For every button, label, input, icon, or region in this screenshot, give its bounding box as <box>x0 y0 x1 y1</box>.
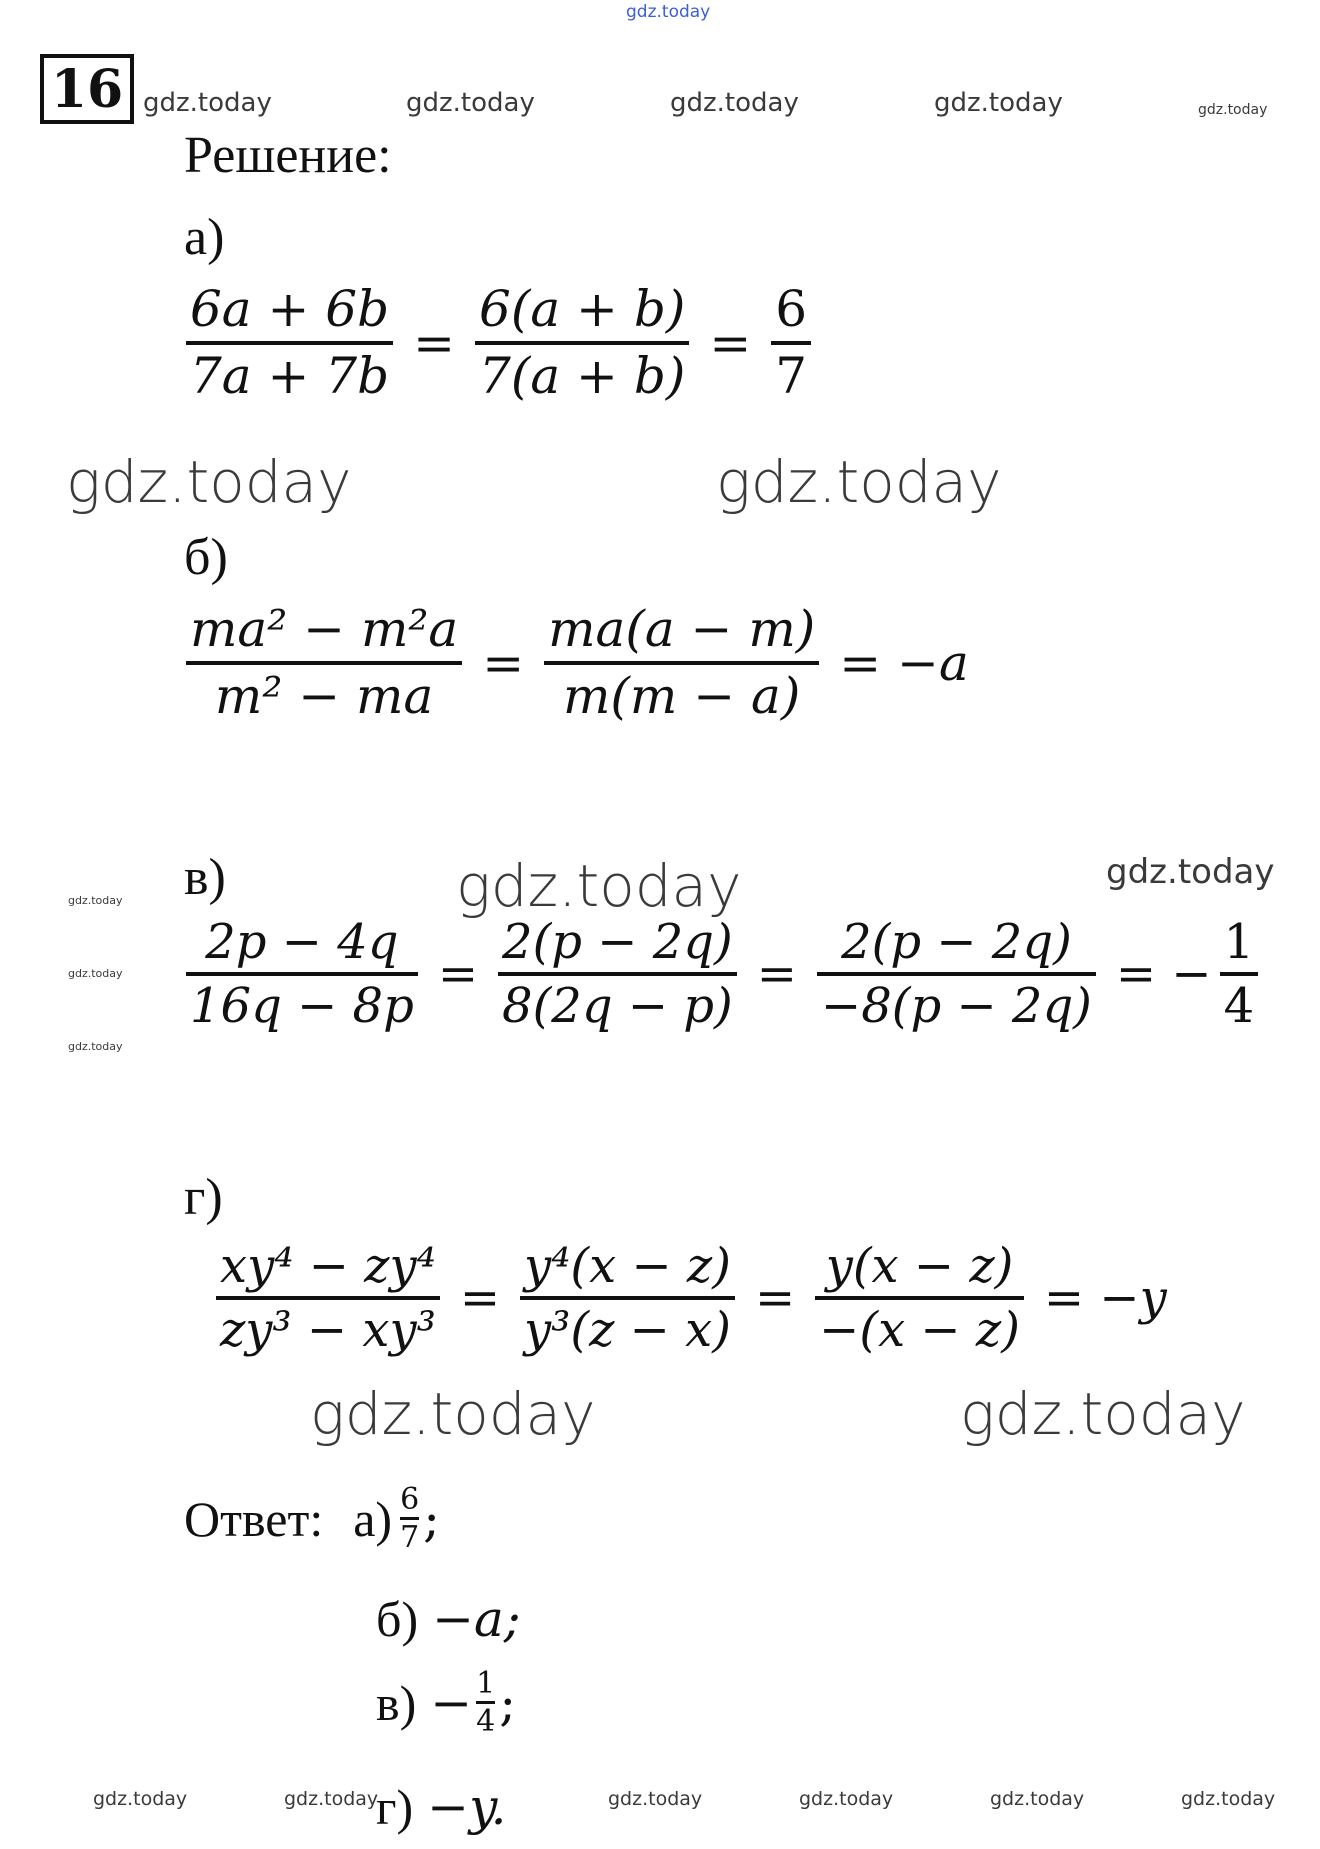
fraction: $\frac{2(p - 2q)}{8(2q - p)}$ <box>498 912 737 1036</box>
watermark: gdz.today <box>284 1788 379 1810</box>
watermark: gdz.today <box>68 894 123 907</box>
watermark: gdz.today <box>1181 1788 1276 1810</box>
fraction: $\frac{6}{7}$ <box>771 278 811 407</box>
watermark: gdz.today <box>990 1788 1085 1810</box>
watermark: gdz.today <box>608 1788 703 1810</box>
watermark: gdz.today <box>68 1040 123 1053</box>
part-v-label: в) <box>184 849 226 906</box>
fraction: $\frac{1}{4}$ <box>1220 912 1259 1036</box>
watermark: gdz.today <box>310 1380 596 1448</box>
fraction: $\frac{\text{xy⁴ − zy⁴}}{\text{zy³ − xy³}}$ <box>216 1236 440 1360</box>
fraction: 6 7 <box>400 1482 420 1555</box>
answer-a: Ответ: а) 6 7 ; <box>184 1482 441 1555</box>
part-g-equation: $\frac{\text{xy⁴ − zy⁴}}{\text{zy³ − xy³}}$ = $\frac{\text{y⁴(x − z)}}{\text{y³(z − x)}}$ = $\frac{y(x - z)}{-(x - z)}$ = −y <box>210 1236 1181 1360</box>
watermark: gdz.today <box>1106 852 1275 892</box>
fraction: $\frac{y(x - z)}{-(x - z)}$ <box>815 1236 1024 1360</box>
fraction: $\frac{\text{y⁴(x − z)}}{\text{y³(z − x)}}$ <box>520 1236 735 1360</box>
answer-title: Ответ: <box>184 1490 324 1547</box>
fraction: $\frac{2p - 4q}{16q - 8p}$ <box>186 912 418 1036</box>
watermark: gdz.today <box>716 448 1002 516</box>
watermark: gdz.today <box>143 88 272 118</box>
answer-b: б) −a; <box>376 1590 521 1648</box>
watermark: gdz.today <box>1198 102 1268 118</box>
answer-g: г) −y. <box>376 1778 507 1836</box>
part-v-equation: $\frac{2p - 4q}{16q - 8p}$ = $\frac{2(p - 2q)}{8(2q - p)}$ = $\frac{2(p - 2q)}{-8(p - 2q)}$ = − $\frac{1}{4}$ <box>180 912 1264 1036</box>
problem-number-box <box>40 54 134 124</box>
result: = −a <box>839 633 969 692</box>
watermark: gdz.today <box>68 967 123 980</box>
watermark: gdz.today <box>93 1788 188 1810</box>
part-b-label: б) <box>184 529 228 586</box>
solution-heading: Решение: <box>184 127 392 184</box>
watermark: gdz.today <box>960 1380 1246 1448</box>
problem-number: 16 <box>50 58 124 120</box>
fraction: $\frac{\text{ma² − m²a}}{\text{m² − ma}}$ <box>186 598 462 727</box>
watermark: gdz.today <box>66 448 352 516</box>
watermark: gdz.today <box>799 1788 894 1810</box>
fraction: $\frac{ma(a - m)}{m(m - a)}$ <box>544 598 819 727</box>
part-a-label: а) <box>184 209 225 266</box>
part-b-equation: $\frac{\text{ma² − m²a}}{\text{m² − ma}}$ = $\frac{ma(a - m)}{m(m - a)}$ = −a <box>180 598 983 727</box>
part-g-label: г) <box>184 1169 223 1226</box>
part-a-equation: $\frac{6a + 6b}{7a + 7b}$ = $\frac{6(a + b)}{7(a + b)}$ = $\frac{6}{7}$ <box>180 278 817 407</box>
fraction: $\frac{2(p - 2q)}{-8(p - 2q)}$ <box>817 912 1096 1036</box>
fraction: 1 4 <box>476 1666 496 1739</box>
watermark: gdz.today <box>934 88 1063 118</box>
watermark: gdz.today <box>406 88 535 118</box>
answer-v: в) − 1 4 ; <box>376 1666 517 1739</box>
watermark: gdz.today <box>626 2 711 22</box>
watermark: gdz.today <box>670 88 799 118</box>
watermark: gdz.today <box>456 852 742 920</box>
fraction: $\frac{6a + 6b}{7a + 7b}$ <box>186 278 393 407</box>
result: = −y <box>1043 1270 1167 1326</box>
fraction: $\frac{6(a + b)}{7(a + b)}$ <box>475 278 689 407</box>
